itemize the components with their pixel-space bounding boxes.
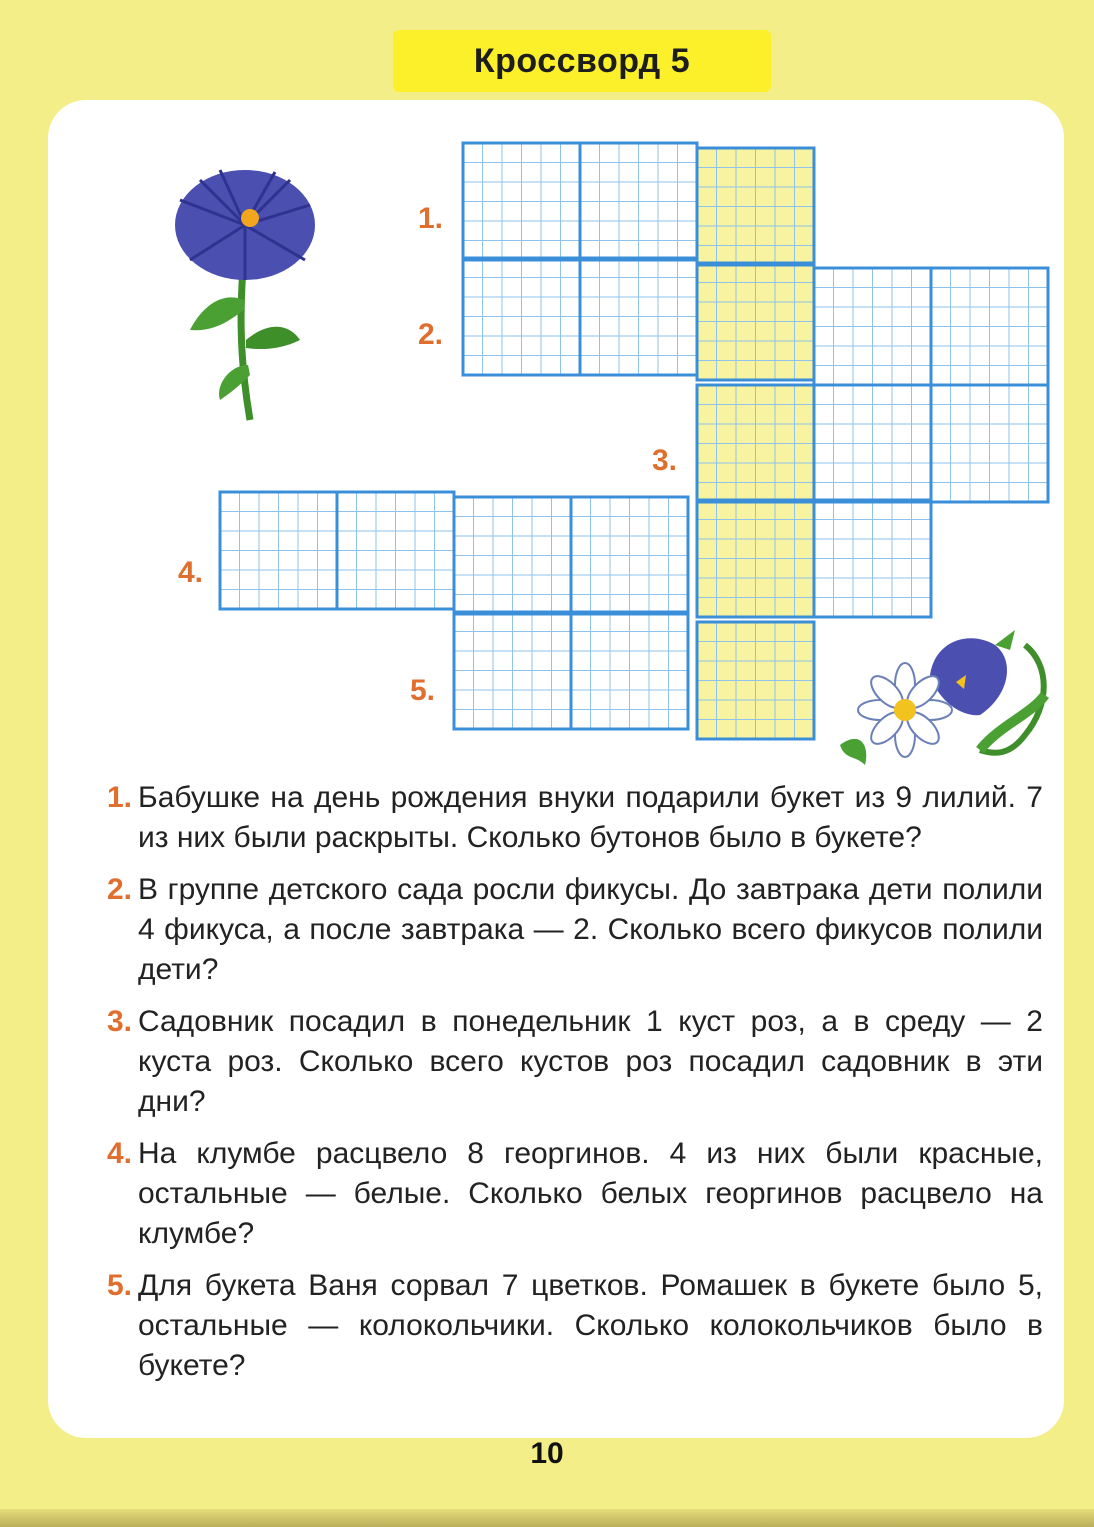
clue-number: 2. <box>106 873 132 906</box>
crossword-cell[interactable] <box>814 268 931 385</box>
row-label-1: 1. <box>418 202 444 235</box>
crossword-cell[interactable] <box>337 492 454 609</box>
clue-number: 3. <box>106 1005 132 1038</box>
crossword-cell[interactable] <box>931 385 1048 502</box>
crossword-cell[interactable] <box>463 143 580 260</box>
clue-item <box>88 1002 1043 1122</box>
clue-text: В группе детского сада росли фикусы. До завтрака дети полили 4 фикуса, а после завтрака — 2. Сколько всего фикусов полили дети? <box>138 873 1043 986</box>
clue-text: На клумбе расцвело 8 георгинов. 4 из них были красные, остальные — белые. Сколько белых георгинов расцвело на клумбе? <box>138 1137 1043 1250</box>
page-number: 10 <box>530 1437 564 1470</box>
crossword-cell[interactable] <box>697 500 814 617</box>
clue-item <box>88 870 1043 990</box>
crossword-cell[interactable] <box>463 258 580 375</box>
clue-list <box>88 778 1043 1398</box>
clue-item <box>88 1266 1043 1386</box>
crossword-cell[interactable] <box>697 148 814 265</box>
row-label-4: 4. <box>178 556 204 589</box>
clue-text: Садовник посадил в понедельник 1 куст роз, а в среду — 2 куста роз. Сколько всего кустов роз посадил садовник в эти дни? <box>138 1005 1043 1118</box>
crossword-cell[interactable] <box>220 492 337 609</box>
crossword-cell[interactable] <box>580 258 697 375</box>
page-title: Кроссворд 5 <box>473 41 691 80</box>
crossword-cell[interactable] <box>814 385 931 502</box>
aster-flower-icon <box>160 150 330 430</box>
clue-number: 4. <box>106 1137 132 1170</box>
clue-number: 1. <box>106 781 132 814</box>
clue-item <box>88 778 1043 858</box>
clue-item <box>88 1134 1043 1254</box>
page-edge <box>0 1509 1094 1527</box>
crossword-cell[interactable] <box>571 497 688 614</box>
clue-number: 5. <box>106 1269 132 1302</box>
crossword-cell[interactable] <box>571 612 688 729</box>
row-label-3: 3. <box>652 444 678 477</box>
row-label-5: 5. <box>410 674 436 707</box>
crossword-cell[interactable] <box>580 143 697 260</box>
crossword-cell[interactable] <box>697 622 814 739</box>
row-label-2: 2. <box>418 318 444 351</box>
crossword-cell[interactable] <box>814 500 931 617</box>
crossword-cell[interactable] <box>697 385 814 502</box>
crossword-cell[interactable] <box>931 268 1048 385</box>
clue-text: Бабушке на день рождения внуки подарили букет из 9 лилий. 7 из них были раскрыты. Сколько бутонов было в букете? <box>138 781 1043 854</box>
crossword-cell[interactable] <box>697 263 814 380</box>
daisy-bellflower-icon <box>830 605 1060 780</box>
crossword-cell[interactable] <box>454 612 571 729</box>
clue-text: Для букета Ваня сорвал 7 цветков. Ромашек в букете было 5, остальные — колокольчики. Сколько колокольчиков было в букете? <box>138 1269 1043 1382</box>
crossword-cell[interactable] <box>454 497 571 614</box>
